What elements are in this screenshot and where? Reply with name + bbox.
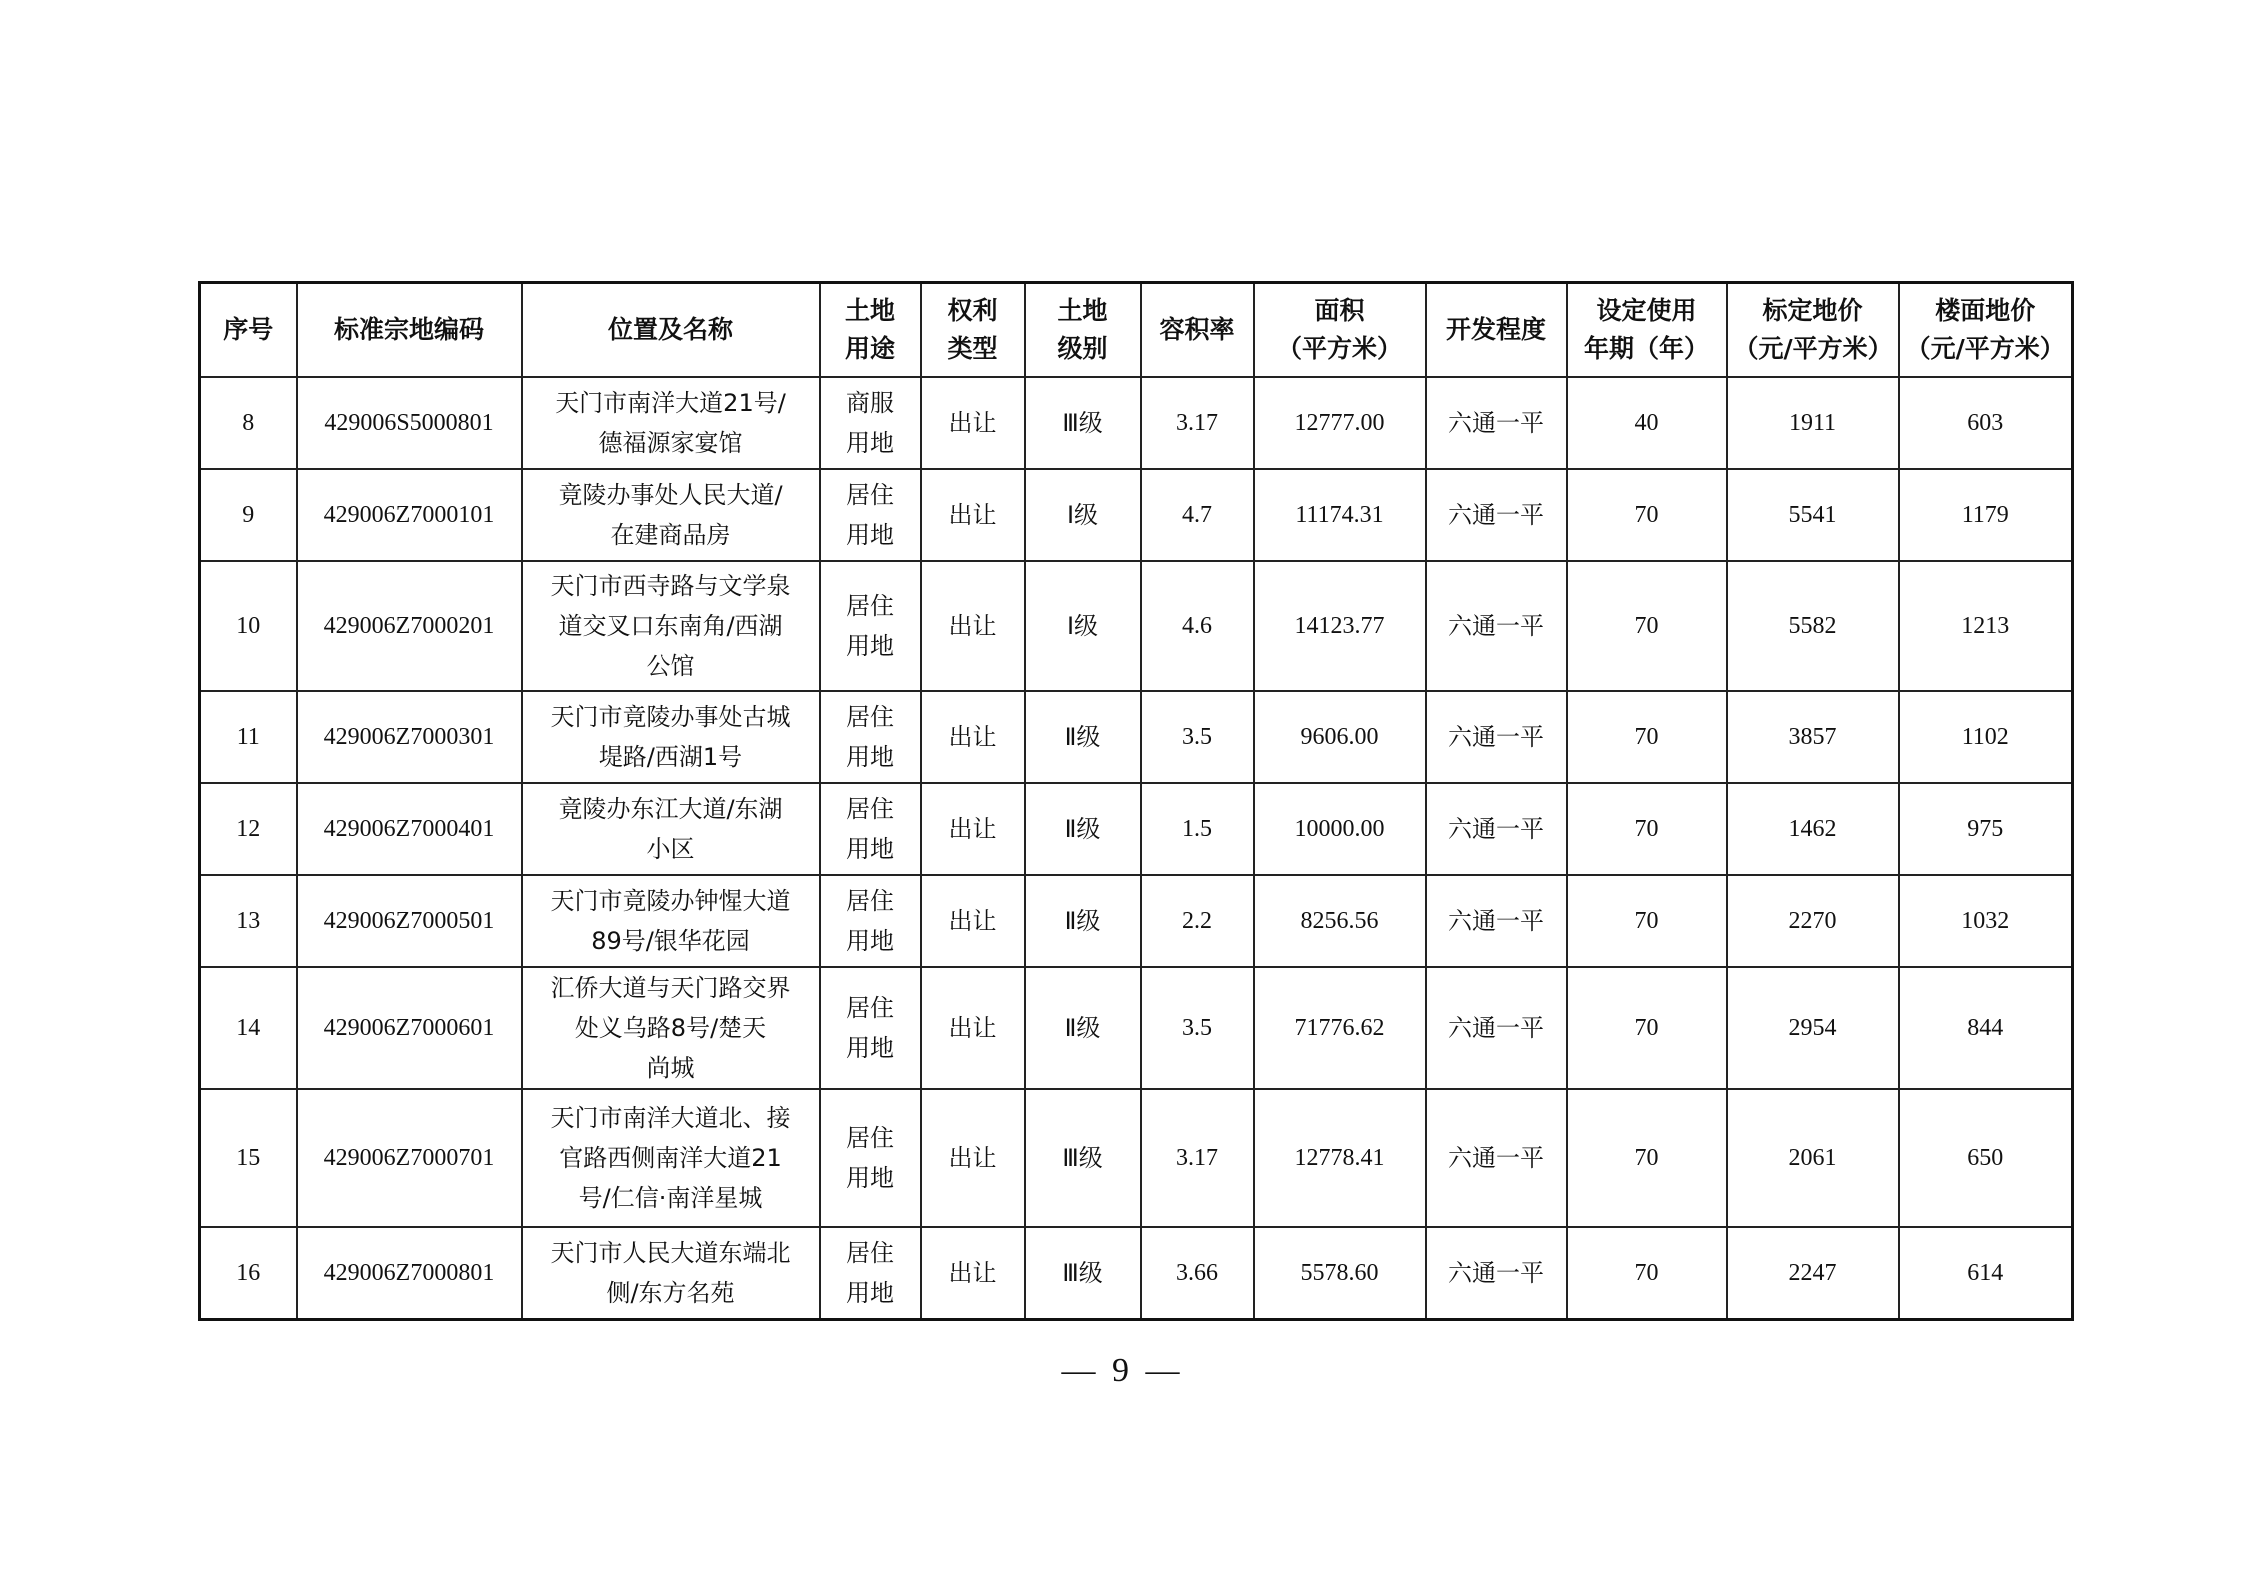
cell-area: 14123.77 (1254, 561, 1426, 691)
cell-floor-price: 650 (1899, 1089, 2073, 1227)
cell-development-level: 六通一平 (1426, 691, 1567, 783)
cell-benchmark-price: 1462 (1727, 783, 1899, 875)
cell-benchmark-price: 2270 (1727, 875, 1899, 967)
cell-area: 71776.62 (1254, 967, 1426, 1089)
cell-parcel-code: 429006Z7000201 (297, 561, 522, 691)
cell-land-use: 居住 用地 (820, 469, 921, 561)
cell-serial-number: 15 (200, 1089, 297, 1227)
cell-floor-area-ratio: 3.17 (1141, 1089, 1254, 1227)
cell-development-level: 六通一平 (1426, 783, 1567, 875)
cell-development-level: 六通一平 (1426, 377, 1567, 469)
cell-location-name: 竟陵办东江大道/东湖 小区 (522, 783, 820, 875)
cell-use-term: 70 (1567, 875, 1727, 967)
page-number: — 9 — (1061, 1352, 1184, 1389)
cell-development-level: 六通一平 (1426, 967, 1567, 1089)
cell-parcel-code: 429006Z7000301 (297, 691, 522, 783)
cell-land-grade: Ⅲ级 (1025, 377, 1141, 469)
cell-use-term: 70 (1567, 967, 1727, 1089)
cell-right-type: 出让 (921, 967, 1025, 1089)
header-right-type: 权利 类型 (921, 283, 1025, 378)
cell-right-type: 出让 (921, 691, 1025, 783)
cell-floor-price: 614 (1899, 1227, 2073, 1319)
cell-use-term: 70 (1567, 1227, 1727, 1319)
table-row (200, 691, 2073, 783)
cell-area: 12778.41 (1254, 1089, 1426, 1227)
cell-floor-price: 1032 (1899, 875, 2073, 967)
cell-development-level: 六通一平 (1426, 469, 1567, 561)
cell-floor-area-ratio: 3.5 (1141, 967, 1254, 1089)
cell-location-name: 汇侨大道与天门路交界 处义乌路8号/楚天 尚城 (522, 967, 820, 1089)
cell-land-use: 居住 用地 (820, 967, 921, 1089)
cell-benchmark-price: 2954 (1727, 967, 1899, 1089)
cell-right-type: 出让 (921, 561, 1025, 691)
cell-right-type: 出让 (921, 377, 1025, 469)
header-location-name: 位置及名称 (522, 283, 820, 378)
cell-land-grade: Ⅲ级 (1025, 1089, 1141, 1227)
cell-area: 12777.00 (1254, 377, 1426, 469)
cell-floor-price: 1102 (1899, 691, 2073, 783)
table-row (200, 875, 2073, 967)
cell-land-use: 居住 用地 (820, 1089, 921, 1227)
header-use-term: 设定使用 年期（年） (1567, 283, 1727, 378)
table-row (200, 561, 2073, 691)
cell-location-name: 竟陵办事处人民大道/ 在建商品房 (522, 469, 820, 561)
cell-serial-number: 9 (200, 469, 297, 561)
cell-land-grade: Ⅱ级 (1025, 691, 1141, 783)
table-row (200, 377, 2073, 469)
cell-land-grade: Ⅱ级 (1025, 967, 1141, 1089)
cell-right-type: 出让 (921, 469, 1025, 561)
cell-benchmark-price: 5582 (1727, 561, 1899, 691)
cell-use-term: 70 (1567, 561, 1727, 691)
cell-serial-number: 16 (200, 1227, 297, 1319)
cell-development-level: 六通一平 (1426, 1227, 1567, 1319)
cell-floor-area-ratio: 3.66 (1141, 1227, 1254, 1319)
cell-parcel-code: 429006S5000801 (297, 377, 522, 469)
land-price-table (198, 281, 2074, 1321)
header-floor-area-ratio: 容积率 (1141, 283, 1254, 378)
cell-use-term: 70 (1567, 469, 1727, 561)
cell-floor-price: 975 (1899, 783, 2073, 875)
cell-location-name: 天门市竟陵办事处古城 堤路/西湖1号 (522, 691, 820, 783)
header-land-grade: 土地 级别 (1025, 283, 1141, 378)
header-land-use: 土地 用途 (820, 283, 921, 378)
cell-floor-area-ratio: 4.6 (1141, 561, 1254, 691)
header-benchmark-price: 标定地价 （元/平方米） (1727, 283, 1899, 378)
cell-land-grade: Ⅰ级 (1025, 469, 1141, 561)
table-header (200, 283, 2073, 378)
cell-parcel-code: 429006Z7000801 (297, 1227, 522, 1319)
cell-land-use: 商服 用地 (820, 377, 921, 469)
header-development-level: 开发程度 (1426, 283, 1567, 378)
cell-benchmark-price: 2061 (1727, 1089, 1899, 1227)
cell-development-level: 六通一平 (1426, 561, 1567, 691)
cell-use-term: 40 (1567, 377, 1727, 469)
cell-use-term: 70 (1567, 1089, 1727, 1227)
cell-serial-number: 8 (200, 377, 297, 469)
cell-benchmark-price: 2247 (1727, 1227, 1899, 1319)
cell-land-use: 居住 用地 (820, 1227, 921, 1319)
cell-floor-price: 844 (1899, 967, 2073, 1089)
cell-right-type: 出让 (921, 1227, 1025, 1319)
table-row (200, 469, 2073, 561)
cell-area: 10000.00 (1254, 783, 1426, 875)
cell-floor-price: 1213 (1899, 561, 2073, 691)
cell-floor-area-ratio: 2.2 (1141, 875, 1254, 967)
cell-parcel-code: 429006Z7000101 (297, 469, 522, 561)
cell-floor-area-ratio: 3.5 (1141, 691, 1254, 783)
cell-serial-number: 11 (200, 691, 297, 783)
cell-land-grade: Ⅰ级 (1025, 561, 1141, 691)
cell-right-type: 出让 (921, 783, 1025, 875)
cell-floor-area-ratio: 4.7 (1141, 469, 1254, 561)
cell-use-term: 70 (1567, 691, 1727, 783)
cell-benchmark-price: 5541 (1727, 469, 1899, 561)
cell-development-level: 六通一平 (1426, 875, 1567, 967)
cell-area: 11174.31 (1254, 469, 1426, 561)
cell-area: 8256.56 (1254, 875, 1426, 967)
cell-floor-area-ratio: 3.17 (1141, 377, 1254, 469)
header-serial-number: 序号 (200, 283, 297, 378)
cell-serial-number: 10 (200, 561, 297, 691)
cell-parcel-code: 429006Z7000701 (297, 1089, 522, 1227)
cell-use-term: 70 (1567, 783, 1727, 875)
cell-land-use: 居住 用地 (820, 691, 921, 783)
cell-location-name: 天门市西寺路与文学泉 道交叉口东南角/西湖 公馆 (522, 561, 820, 691)
table-row (200, 1089, 2073, 1227)
header-area: 面积 （平方米） (1254, 283, 1426, 378)
cell-land-grade: Ⅲ级 (1025, 1227, 1141, 1319)
cell-serial-number: 13 (200, 875, 297, 967)
cell-serial-number: 14 (200, 967, 297, 1089)
cell-benchmark-price: 1911 (1727, 377, 1899, 469)
cell-land-use: 居住 用地 (820, 875, 921, 967)
header-row (200, 283, 2073, 378)
cell-land-use: 居住 用地 (820, 783, 921, 875)
cell-parcel-code: 429006Z7000601 (297, 967, 522, 1089)
cell-right-type: 出让 (921, 1089, 1025, 1227)
table-row (200, 967, 2073, 1089)
table-row (200, 1227, 2073, 1319)
header-floor-price: 楼面地价 （元/平方米） (1899, 283, 2073, 378)
cell-floor-area-ratio: 1.5 (1141, 783, 1254, 875)
cell-land-grade: Ⅱ级 (1025, 783, 1141, 875)
cell-floor-price: 1179 (1899, 469, 2073, 561)
cell-parcel-code: 429006Z7000401 (297, 783, 522, 875)
cell-location-name: 天门市人民大道东端北 侧/东方名苑 (522, 1227, 820, 1319)
header-parcel-code: 标准宗地编码 (297, 283, 522, 378)
cell-location-name: 天门市竟陵办钟惺大道 89号/银华花园 (522, 875, 820, 967)
cell-location-name: 天门市南洋大道21号/ 德福源家宴馆 (522, 377, 820, 469)
cell-right-type: 出让 (921, 875, 1025, 967)
document-page (198, 281, 2071, 1321)
cell-benchmark-price: 3857 (1727, 691, 1899, 783)
cell-area: 5578.60 (1254, 1227, 1426, 1319)
cell-location-name: 天门市南洋大道北、接 官路西侧南洋大道21 号/仁信·南洋星城 (522, 1089, 820, 1227)
table-body (200, 377, 2073, 1319)
cell-development-level: 六通一平 (1426, 1089, 1567, 1227)
cell-area: 9606.00 (1254, 691, 1426, 783)
cell-floor-price: 603 (1899, 377, 2073, 469)
cell-parcel-code: 429006Z7000501 (297, 875, 522, 967)
cell-serial-number: 12 (200, 783, 297, 875)
cell-land-use: 居住 用地 (820, 561, 921, 691)
cell-land-grade: Ⅱ级 (1025, 875, 1141, 967)
table-row (200, 783, 2073, 875)
